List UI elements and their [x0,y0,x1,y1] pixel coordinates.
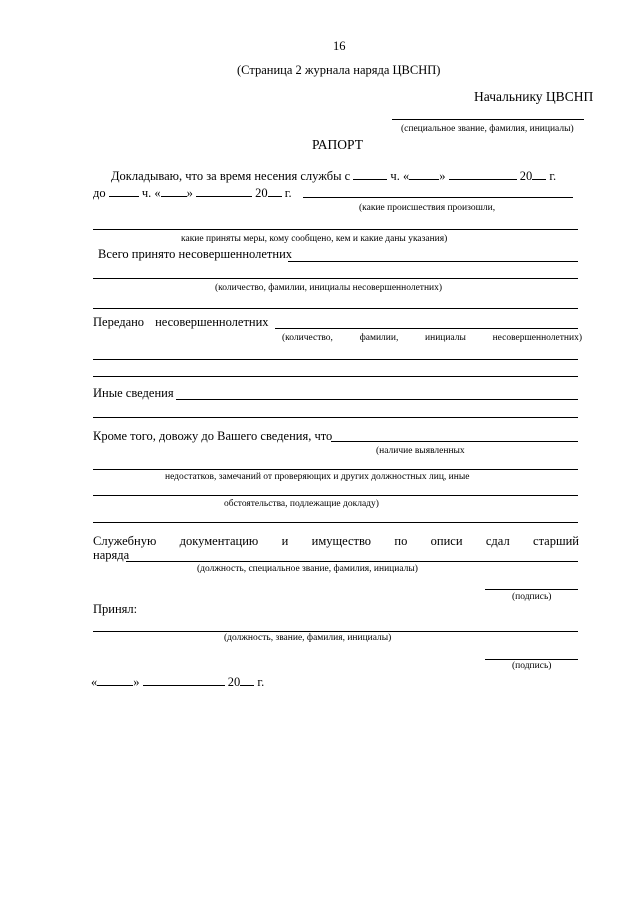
handover-sentence [93,535,579,548]
addressee: Начальнику ЦВСНП [474,89,594,104]
incidents-line-1[interactable] [303,197,573,198]
journal-caption: (Страница 2 журнала наряда ЦВСНП) [237,63,441,77]
transferred-minors-label [93,316,269,329]
notice-line-1[interactable] [331,441,578,442]
start-day-field[interactable] [409,168,439,180]
date-year-field[interactable] [240,674,254,686]
handover-word: сдал [485,534,510,548]
year-suffix-2: г. [284,186,292,200]
accepted-signature-caption: (подпись) [512,661,552,671]
handover-word: старший [533,534,579,548]
notice-caption-2: недостатков, замечаний от проверяющих и других должностных лиц, иные [165,472,470,482]
date-line [91,674,264,689]
incidents-line-2[interactable] [93,229,578,230]
notice-line-4[interactable] [93,522,578,523]
handover-person-line[interactable] [126,561,578,562]
accepted-minors-line-1[interactable] [288,261,578,262]
other-info-line-1[interactable] [176,399,578,400]
addressee-line[interactable] [392,119,584,120]
year-prefix-2: 20 [255,186,268,200]
end-hour-field[interactable] [109,185,139,197]
transferred-minors-caption [282,334,582,344]
transferred-word: Передано [93,315,145,329]
handover-word: Служебную [93,534,157,548]
hour-abbr: ч. « [390,169,410,183]
start-hour-field[interactable] [353,168,387,180]
handover-signature-line[interactable] [485,589,578,590]
caption-word: несовершеннолетних) [492,333,582,343]
handover-word: по [394,534,408,548]
handover-signature-caption: (подпись) [512,592,552,602]
date-day-field[interactable] [97,674,133,686]
notice-label: Кроме того, довожу до Вашего сведения, что [93,429,333,443]
transferred-minors-line-1[interactable] [275,328,578,329]
year-suffix: г. [549,169,557,183]
date-close-quote: » [133,675,140,689]
year-prefix: 20 [519,169,533,183]
handover-word: имущество [311,534,372,548]
caption-word: фамилии, [359,333,399,343]
date-open-quote: « [91,675,98,689]
accepted-minors-line-3[interactable] [93,308,578,309]
transferred-minors-line-3[interactable] [93,376,578,377]
caption-word: инициалы [425,333,466,343]
accepted-person-line[interactable] [93,631,578,632]
accepted-minors-line-2[interactable] [93,278,578,279]
other-info-label: Иные сведения [93,386,174,400]
handover-word: документацию [179,534,259,548]
notice-line-3[interactable] [93,495,578,496]
incidents-caption: (какие происшествия произошли, [359,203,496,213]
handover-line-2-label: наряда [93,548,130,562]
addressee-caption: (специальное звание, фамилия, инициалы) [401,124,574,134]
until-label: до [93,186,106,200]
page-number: 16 [333,39,346,53]
report-line-2 [93,185,292,200]
accepted-minors-caption: (количество, фамилии, инициалы несовершеннолетних) [215,283,443,293]
accepted-label: Принял: [93,602,138,616]
report-title: РАПОРТ [312,137,363,152]
hour-abbr-2: ч. « [141,186,161,200]
date-year-prefix: 20 [227,675,241,689]
report-intro: Докладываю, что за время несения службы с [111,169,351,183]
handover-word: описи [430,534,463,548]
handover-word: и [281,534,289,548]
caption-word: (количество, [282,333,333,343]
end-day-field[interactable] [161,185,187,197]
close-quote: » [439,169,446,183]
start-year-field[interactable] [532,168,546,180]
close-quote-2: » [186,186,193,200]
end-month-field[interactable] [196,185,252,197]
date-month-field[interactable] [143,674,225,686]
notice-caption-3: обстоятельства, подлежащие докладу) [224,499,379,509]
minors-word: несовершеннолетних [155,315,269,329]
handover-caption: (должность, специальное звание, фамилия, инициалы) [197,564,418,574]
report-line-1 [111,168,556,183]
notice-caption-1: (наличие выявленных [376,446,465,456]
end-year-field[interactable] [268,185,282,197]
start-month-field[interactable] [449,168,517,180]
notice-line-2[interactable] [93,469,578,470]
other-info-line-2[interactable] [93,417,578,418]
measures-caption: какие приняты меры, кому сообщено, кем и какие даны указания) [181,234,448,244]
accepted-signature-line[interactable] [485,659,578,660]
accepted-minors-label: Всего принято несовершеннолетних [98,247,293,261]
accepted-caption: (должность, звание, фамилия, инициалы) [224,633,392,643]
transferred-minors-line-2[interactable] [93,359,578,360]
date-year-suffix: г. [257,675,265,689]
